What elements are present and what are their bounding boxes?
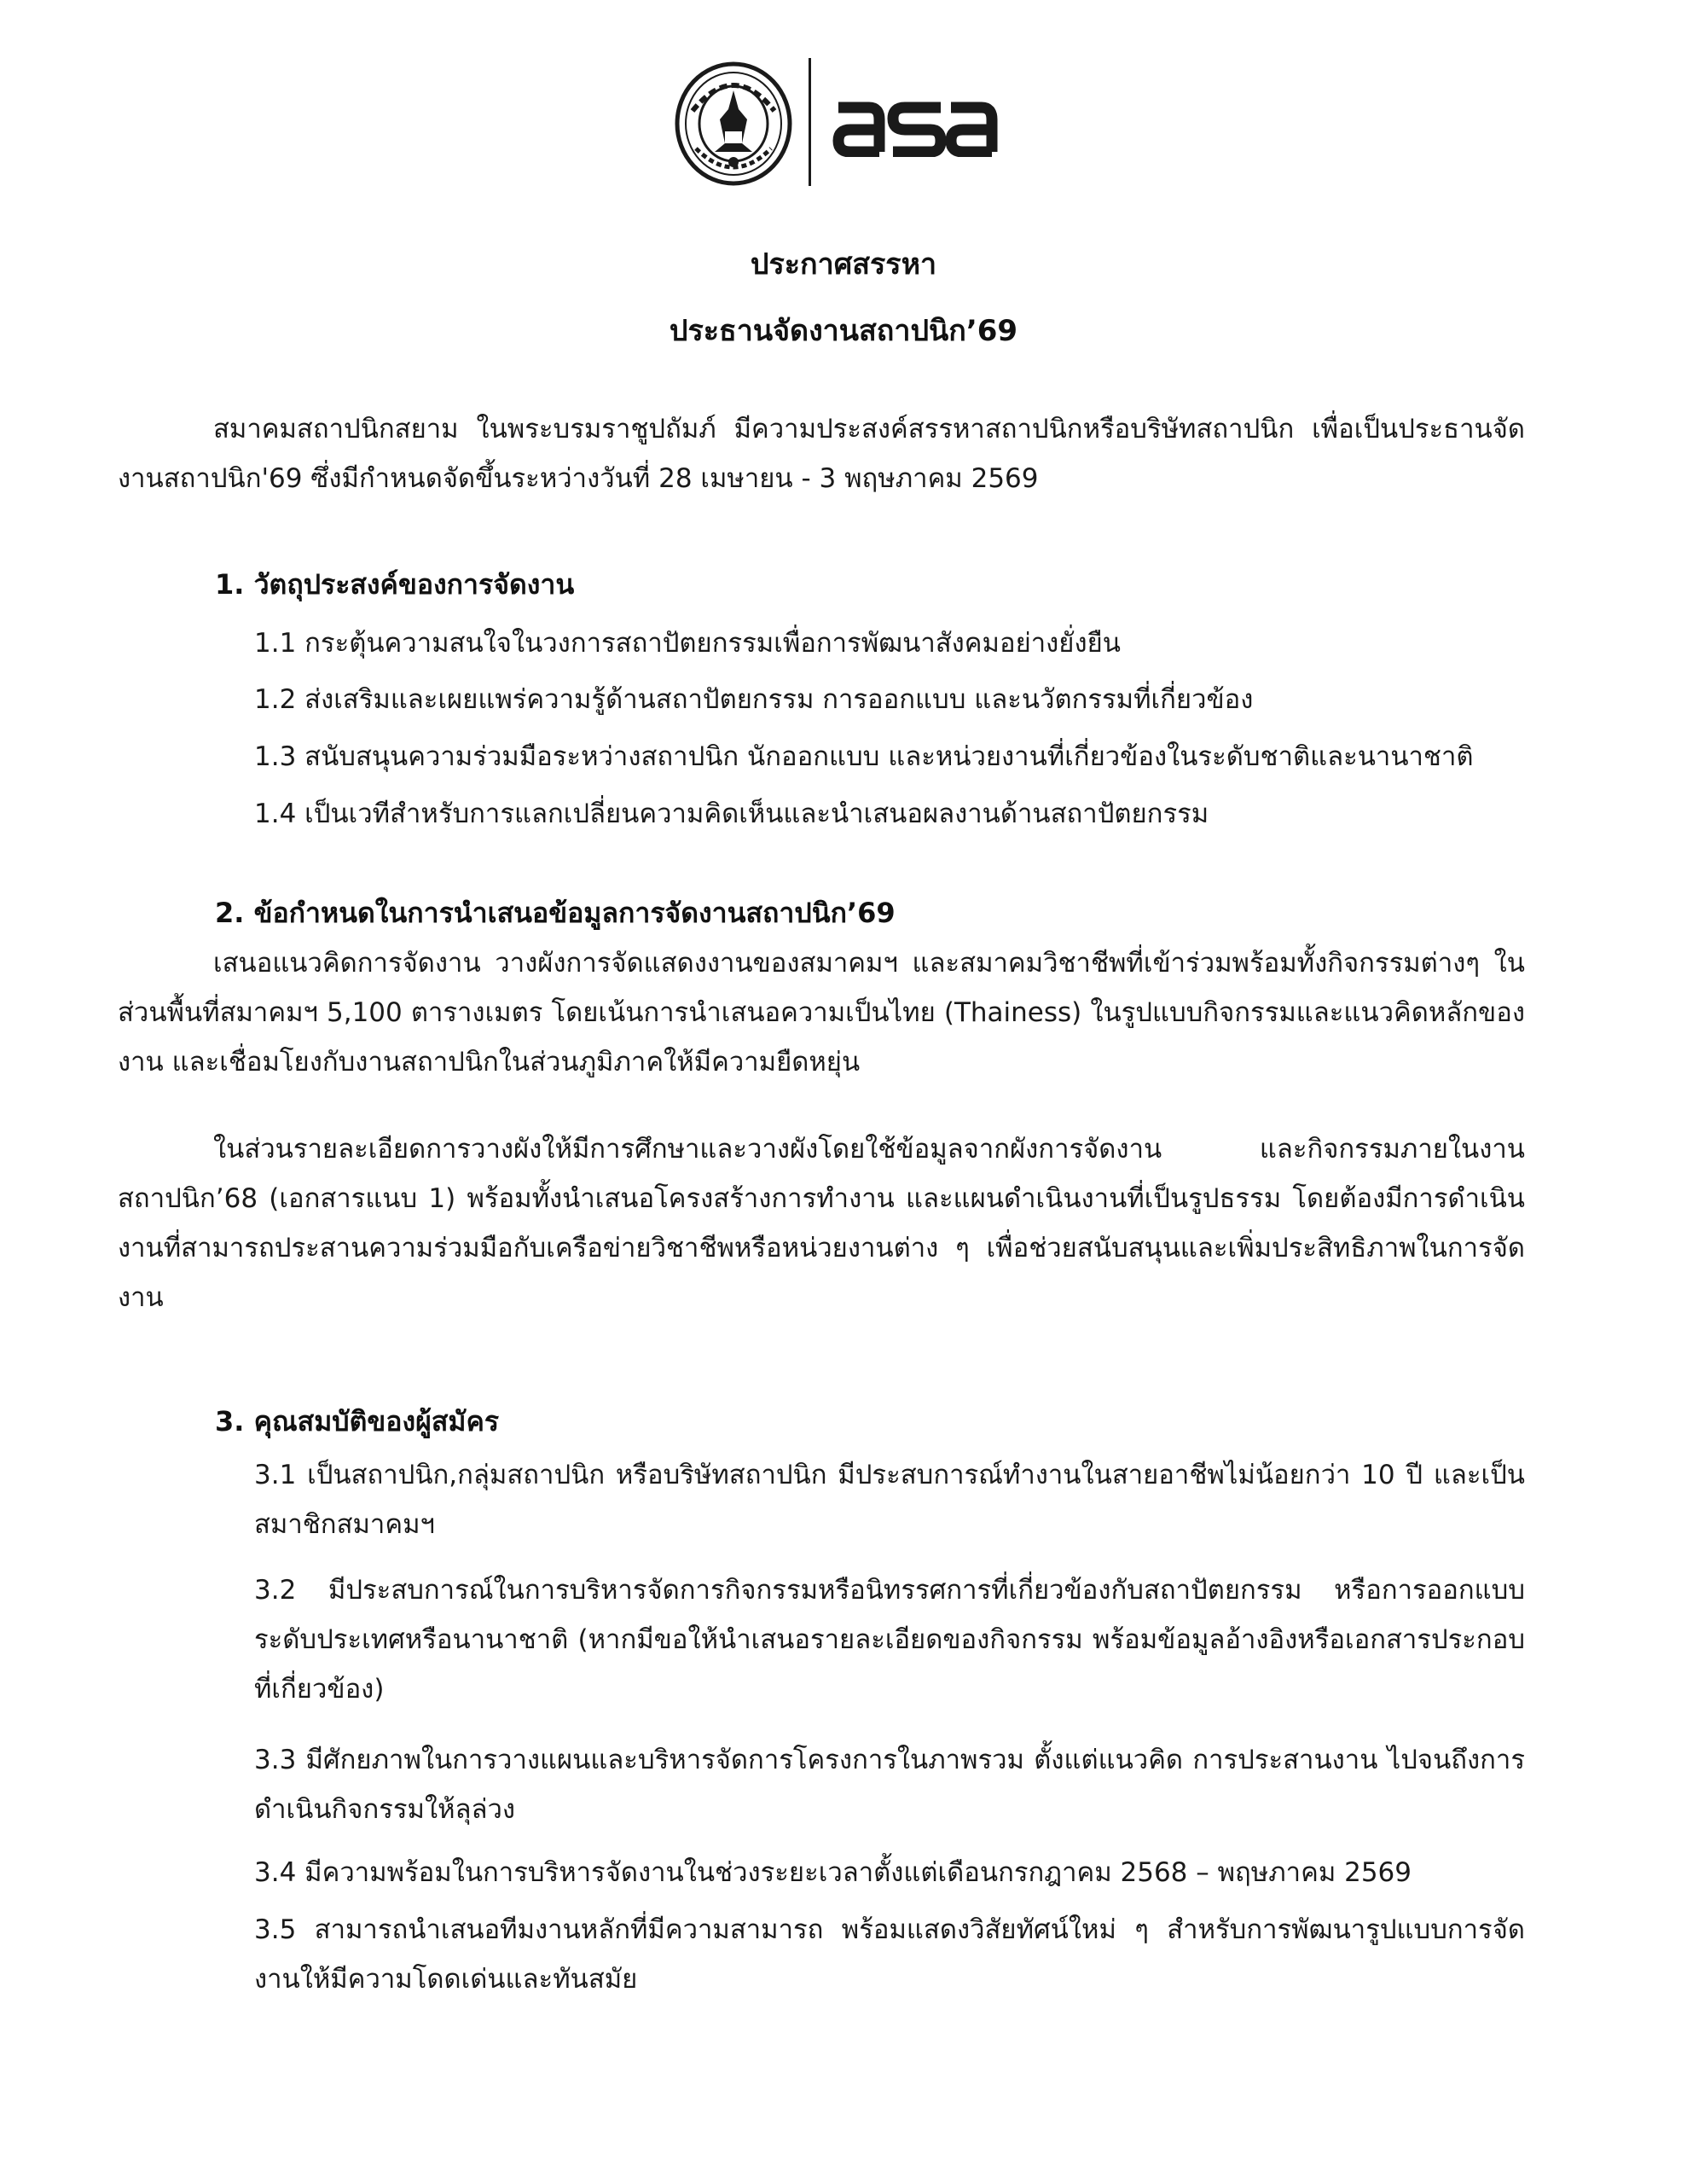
intro-paragraph: สมาคมสถาปนิกสยาม ในพระบรมราชูปถัมภ์ มีความประสงค์สรรหาสถาปนิกหรือบริษัทสถาปนิก เพื่อเป็นประธานจัดงานสถาปนิก'69 ซึ่งมีกำหนดจัดขึ้นระหว่างวันที่ 28 เมษายน - 3 พฤษภาคม 2569 [118, 414, 1525, 494]
list-item: 1.4 เป็นเวทีสำหรับการแลกเปลี่ยนความคิดเห็นและนำเสนอผลงานด้านสถาปัตยกรรม [254, 799, 1209, 829]
list-item: 3.2 มีประสบการณ์ในการบริหารจัดการกิจกรรมหรือนิทรรศการที่เกี่ยวข้องกับสถาปัตยกรรม หรือการออกแบบระดับประเทศหรือนานาชาติ (หากมีขอให้นำเสนอรายละเอียดของกิจกรรม พร้อมข้อมูลอ้างอิงหรือเอกสารประกอบที่เกี่ยวข้อง) [254, 1575, 1525, 1705]
announcement-subtitle: ประธานจัดงานสถาปนิก’69 [669, 314, 1018, 348]
header-logos [674, 53, 1032, 198]
list-item: 1.1 กระตุ้นความสนใจในวงการสถาปัตยกรรมเพื่อการพัฒนาสังคมอย่างยั่งยืน [254, 628, 1121, 659]
section-1-heading: 1. วัตถุประสงค์ของการจัดงาน [215, 568, 575, 601]
list-item: 3.5 สามารถนำเสนอทีมงานหลักที่มีความสามารถ พร้อมแสดงวิสัยทัศน์ใหม่ ๆ สำหรับการพัฒนารูปแบบการจัดงานให้มีความโดดเด่นและทันสมัย [254, 1914, 1525, 1995]
list-item: 1.2 ส่งเสริมและเผยแพร่ความรู้ด้านสถาปัตยกรรม การออกแบบ และนวัตกรรมที่เกี่ยวข้อง [254, 684, 1254, 715]
asa-wordmark-logo [832, 97, 1002, 157]
section-2-paragraph: เสนอแนวคิดการจัดงาน วางผังการจัดแสดงงานของสมาคมฯ และสมาคมวิชาชีพที่เข้าร่วมพร้อมทั้งกิจกรรมต่างๆ ในส่วนพื้นที่สมาคมฯ 5,100 ตารางเมตร โดยเน้นการนำเสนอความเป็นไทย (Thainess) ในรูปแบบกิจกรรมและแนวคิดหลักของงาน และเชื่อมโยงกับงานสถาปนิกในส่วนภูมิภาคให้มีความยืดหยุ่น [118, 948, 1525, 1077]
list-item: 3.4 มีความพร้อมในการบริหารจัดงานในช่วงระยะเวลาตั้งแต่เดือนกรกฎาคม 2568 – พฤษภาคม 2569 [254, 1857, 1412, 1888]
list-item: 3.1 เป็นสถาปนิก,กลุ่มสถาปนิก หรือบริษัทสถาปนิก มีประสบการณ์ทำงานในสายอาชีพไม่น้อยกว่า 10 ปี และเป็นสมาชิกสมาคมฯ [254, 1460, 1525, 1540]
list-item: 1.3 สนับสนุนความร่วมมือระหว่างสถาปนิก นักออกแบบ และหน่วยงานที่เกี่ยวข้องในระดับชาติและนานาชาติ [254, 741, 1474, 772]
section-2-heading: 2. ข้อกำหนดในการนำเสนอข้อมูลการจัดงานสถาปนิก’69 [215, 897, 896, 929]
list-item: 3.3 มีศักยภาพในการวางแผนและบริหารจัดการโครงการในภาพรวม ตั้งแต่แนวคิด การประสานงาน ไปจนถึงการดำเนินกิจกรรมให้ลุล่วง [254, 1745, 1525, 1825]
asa-seal-logo [674, 60, 793, 188]
section-2-paragraph: ในส่วนรายละเอียดการวางผังให้มีการศึกษาและวางผังโดยใช้ข้อมูลจากผังการจัดงาน และกิจกรรมภายในงานสถาปนิก’68 (เอกสารแนบ 1) พร้อมทั้งนำเสนอโครงสร้างการทำงาน และแผนดำเนินงานที่เป็นรูปธรรม โดยต้องมีการดำเนินงานที่สามารถประสานความร่วมมือกับเครือข่ายวิชาชีพหรือหน่วยงานต่าง ๆ เพื่อช่วยสนับสนุนและเพิ่มประสิทธิภาพในการจัดงาน [118, 1134, 1525, 1313]
logo-divider [809, 58, 811, 186]
announcement-title: ประกาศสรรหา [750, 247, 937, 282]
section-3-heading: 3. คุณสมบัติของผู้สมัคร [215, 1405, 500, 1438]
